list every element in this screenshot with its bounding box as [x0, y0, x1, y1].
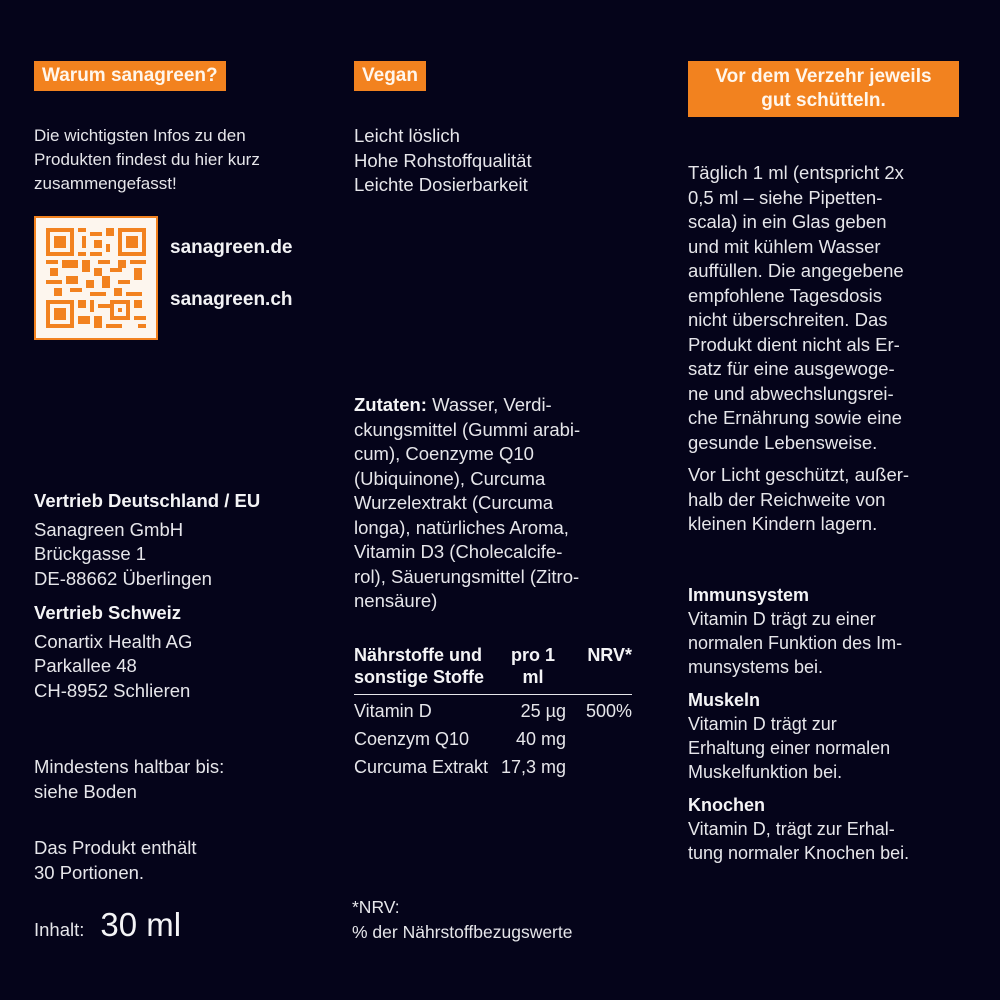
- badge-shake-before-use: [688, 61, 959, 117]
- storage-line: Vor Licht geschützt, außer-: [688, 464, 910, 485]
- nutrition-table: [354, 644, 632, 779]
- badge-line: gut schütteln.: [761, 90, 886, 111]
- claim-line: normalen Funktion des Im-: [688, 633, 903, 653]
- nutrient-name: Curcuma Extrakt: [354, 757, 489, 777]
- address-line: Conartix Health AG: [34, 630, 193, 652]
- health-claims: [688, 583, 909, 865]
- usage-line: 0,5 ml – siehe Pipetten-: [688, 186, 883, 208]
- nutrient-name: Vitamin D: [354, 701, 432, 721]
- feature-item: Leichte Dosierbarkeit: [354, 174, 528, 195]
- storage-line: kleinen Kindern lagern.: [688, 513, 878, 534]
- intro-line: Die wichtigsten Infos zu den: [34, 126, 246, 145]
- ingredients-line: Vitamin D3 (Cholecalcife-: [354, 541, 563, 562]
- ingredients-label: Zutaten:: [354, 394, 427, 415]
- nutrient-name: Coenzym Q10: [354, 729, 470, 749]
- claim-line: Vitamin D, trägt zur Erhal-: [688, 819, 895, 839]
- nutrient-amount: 17,3 mg: [500, 757, 566, 777]
- header-per-ml: pro 1 ml: [500, 644, 566, 695]
- footnote-line: *NRV:: [352, 897, 400, 917]
- usage-line: nicht überschreiten. Das: [688, 309, 888, 330]
- distribution-de-title: Vertrieb Deutschland / EU: [34, 490, 261, 511]
- badge-vegan: Vegan: [354, 61, 426, 91]
- usage-line: ne und abwechslungsrei-: [688, 382, 894, 404]
- ingredients-line: Wasser, Verdi-: [426, 394, 552, 415]
- portions-line: Das Produkt enthält: [34, 837, 197, 858]
- usage-line: satz für eine ausgewoge-: [688, 358, 895, 379]
- claim-title-immunsystem: Immunsystem: [688, 585, 810, 605]
- qr-code-icon[interactable]: [34, 216, 158, 340]
- claim-line: tung normaler Knochen bei.: [688, 843, 910, 863]
- usage-line: che Ernährung sowie eine: [688, 407, 902, 428]
- ingredients-line: (Ubiquinone), Curcuma: [354, 467, 546, 489]
- usage-line: empfohlene Tagesdosis: [688, 284, 883, 306]
- usage-line: scala) in ein Glas geben: [688, 211, 887, 232]
- header-nutrient: Nährstoffe und sonstige Stoffe: [354, 644, 500, 695]
- best-before-line: siehe Boden: [34, 780, 137, 802]
- nutrient-nrv: [566, 723, 632, 751]
- usage-line: Täglich 1 ml (entspricht 2x: [688, 162, 904, 183]
- address-line: DE-88662 Überlingen: [34, 567, 212, 589]
- claim-line: Muskelfunktion bei.: [688, 762, 843, 782]
- ingredients-line: Wurzelextrakt (Curcuma: [354, 492, 554, 513]
- distribution-ch-title: Vertrieb Schweiz: [34, 602, 182, 623]
- portions-line: 30 Portionen.: [34, 861, 145, 883]
- feature-item: Hohe Rohstoffqualität: [354, 149, 532, 171]
- nutrient-nrv: [566, 751, 632, 779]
- usage-line: Produkt dient nicht als Er-: [688, 333, 900, 355]
- ingredients: [354, 393, 580, 614]
- claim-line: Erhaltung einer normalen: [688, 738, 891, 758]
- claim-line: munsystems bei.: [688, 657, 824, 677]
- claim-line: Vitamin D trägt zur: [688, 714, 837, 734]
- badge-warum-sanagreen: Warum sanagreen?: [34, 61, 226, 91]
- intro-text: [34, 124, 260, 196]
- content-label: Inhalt:: [34, 919, 85, 940]
- intro-line: zusammengefasst!: [34, 174, 177, 193]
- content-amount: [34, 906, 181, 944]
- storage-line: halb der Reichweite von: [688, 488, 886, 510]
- ingredients-line: cum), Coenzyme Q10: [354, 443, 534, 464]
- badge-line: Vor dem Verzehr jeweils: [715, 66, 932, 87]
- best-before-line: Mindestens haltbar bis:: [34, 756, 225, 777]
- address-line: Brückgasse 1: [34, 543, 147, 564]
- address-line: Sanagreen GmbH: [34, 518, 184, 540]
- distribution-de: [34, 489, 260, 703]
- claim-title-muskeln: Muskeln: [688, 690, 761, 710]
- nrv-footnote: [352, 895, 573, 944]
- claim-title-knochen: Knochen: [688, 795, 766, 815]
- ingredients-line: ckungsmittel (Gummi arabi-: [354, 418, 581, 440]
- address-line: CH-8952 Schlieren: [34, 679, 191, 701]
- intro-line: Produkten findest du hier kurz: [34, 150, 260, 169]
- ingredients-line: rol), Säuerungsmittel (Zitro-: [354, 565, 580, 587]
- link-sanagreen-de[interactable]: sanagreen.de: [170, 237, 293, 258]
- usage-line: gesunde Lebensweise.: [688, 431, 878, 453]
- feature-item: Leicht löslich: [354, 125, 460, 146]
- table-row: [354, 723, 632, 751]
- usage-line: und mit kühlem Wasser: [688, 235, 881, 257]
- content-value: 30 ml: [100, 906, 182, 943]
- portions: [34, 836, 196, 885]
- nutrient-amount: 25 µg: [520, 701, 566, 721]
- feature-list: [354, 124, 532, 198]
- ingredients-line: nensäure): [354, 590, 438, 611]
- best-before: [34, 755, 224, 804]
- address-line: Parkallee 48: [34, 655, 137, 676]
- claim-line: Vitamin D trägt zu einer: [688, 609, 876, 629]
- usage-line: auffüllen. Die angegebene: [688, 260, 904, 281]
- nutrient-amount: 40 mg: [515, 729, 566, 749]
- footnote-line: % der Nährstoffbezugswerte: [352, 921, 573, 942]
- header-nrv: NRV*: [566, 644, 632, 695]
- usage-instructions: [688, 161, 909, 537]
- table-row: [354, 695, 632, 724]
- table-row: [354, 751, 632, 779]
- link-sanagreen-ch[interactable]: sanagreen.ch: [170, 289, 293, 310]
- ingredients-line: longa), natürliches Aroma,: [354, 516, 569, 538]
- nutrient-nrv: 500%: [585, 701, 632, 721]
